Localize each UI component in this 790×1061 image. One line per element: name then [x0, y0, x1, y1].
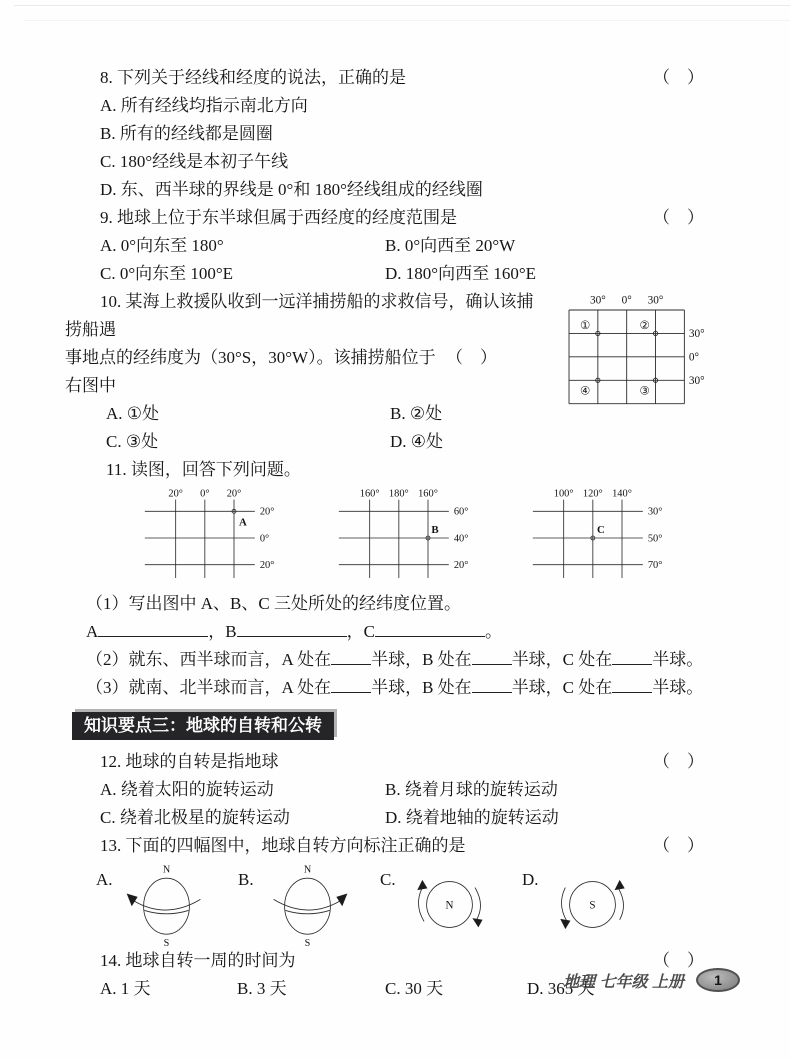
grid-right-label: 20°: [259, 506, 275, 518]
globe-letter-c: C.: [380, 870, 396, 889]
question-13: [0, 832, 790, 947]
grid-figure-point-c: [526, 488, 698, 588]
answer-blank: [98, 621, 208, 637]
grid-right-label: 20°: [259, 560, 275, 571]
question-12-option-c: C. 绕着北极星的旋转运动: [100, 808, 290, 827]
question-8-option-a: A. 所有经线均指示南北方向: [100, 96, 308, 115]
question-8-stem: 8. 下列关于经线和经度的说法，正确的是: [100, 68, 406, 87]
grid-right-label: 50°: [647, 533, 663, 545]
question-11-sub1: （1）写出图中 A、B、C 三处所处的经纬度位置。: [86, 594, 461, 613]
grid-right-label: 0°: [259, 533, 270, 545]
answer-blank: [472, 677, 512, 693]
fill-label-c: ，C: [346, 622, 375, 641]
question-11-fill-line: [86, 618, 790, 646]
grid-top-label: 0°: [621, 294, 632, 307]
sub2-segment: 半球，B 处在: [371, 650, 472, 669]
grid-top-label: 30°: [647, 294, 664, 307]
sub3-segment: 半球，C 处在: [511, 678, 613, 697]
point-label-b: B: [431, 524, 439, 536]
south-pole-center-label: S: [588, 899, 596, 912]
grid-right-label: 60°: [453, 506, 469, 518]
question-12-stem: 12. 地球的自转是指地球: [100, 752, 279, 771]
grid-top-label: 100°: [553, 488, 574, 500]
question-8: [0, 64, 790, 204]
up-arrowhead: [614, 880, 624, 890]
sub2-segment: 半球，C 处在: [511, 650, 613, 669]
answer-bracket: （ ）: [653, 752, 704, 771]
question-13-stem: 13. 下面的四幅图中，地球自转方向标注正确的是: [100, 836, 466, 855]
grid-top-label: 140°: [612, 488, 632, 500]
globe-westward-arrow-figure: [119, 862, 214, 947]
question-9-option-d: D. 180°向西至 160°E: [385, 264, 537, 283]
north-pole-center-label: N: [445, 899, 454, 912]
grid-right-label: 20°: [453, 560, 469, 571]
question-10-option-d: D. ④处: [390, 432, 444, 451]
grid-right-label: 30°: [688, 374, 705, 387]
east-arrowhead: [336, 893, 347, 906]
grid-figure-point-b: [332, 488, 504, 588]
polar-view-clockwise-figure: [402, 862, 497, 947]
grid-right-label: 0°: [688, 351, 699, 364]
question-10-option-c: C. ③处: [106, 432, 159, 451]
answer-bracket: （ ）: [446, 348, 497, 367]
question-14-option-a: A. 1 天: [100, 979, 151, 998]
point-mark-3: ③: [639, 384, 650, 398]
answer-blank: [612, 677, 652, 693]
grid-top-label: 20°: [168, 488, 183, 500]
grid-top-label: 0°: [200, 488, 210, 500]
question-8-option-c: C. 180°经线是本初子午线: [100, 152, 289, 171]
question-9-option-a: A. 0°向东至 180°: [100, 236, 224, 255]
page-number-badge: 1: [696, 968, 740, 992]
worksheet-content: [0, 64, 790, 1003]
grid-right-label: 70°: [647, 560, 663, 571]
question-9-stem: 9. 地球上位于东半球但属于西经度的经度范围是: [100, 208, 457, 227]
section-header-key-point-3: 知识要点三：地球的自转和公转: [72, 712, 334, 740]
question-12-option-b: B. 绕着月球的旋转运动: [385, 780, 558, 799]
question-9-option-b: B. 0°向西至 20°W: [385, 236, 516, 255]
answer-bracket: （ ）: [653, 836, 704, 855]
fill-period: 。: [484, 622, 502, 641]
question-14-option-b: B. 3 天: [237, 979, 287, 998]
question-9: [0, 204, 790, 288]
question-12: [0, 748, 790, 832]
scan-edge-line: [14, 5, 790, 6]
sub2-segment: （2）就东、西半球而言，A 处在: [86, 650, 332, 669]
down-arrowhead: [560, 919, 570, 929]
q10-longitude-latitude-grid-figure: [560, 290, 715, 412]
north-pole-label: N: [303, 864, 311, 876]
sub3-segment: 半球，B 处在: [371, 678, 472, 697]
north-pole-label: N: [162, 864, 170, 876]
question-14-stem: 14. 地球自转一周的时间为: [100, 951, 296, 970]
answer-blank: [331, 677, 371, 693]
grid-top-label: 20°: [226, 488, 242, 500]
south-pole-label: S: [304, 938, 310, 947]
question-11-stem: 11. 读图，回答下列问题。: [106, 460, 301, 479]
question-11-sub2: [86, 646, 790, 674]
grid-top-label: 180°: [388, 488, 409, 500]
grid-top-label: 30°: [589, 294, 606, 307]
answer-bracket: （ ）: [653, 951, 704, 970]
question-10-stem-line1: 10. 某海上救援队收到一远洋捕捞船的求救信号，确认该捕捞船遇: [65, 292, 534, 339]
point-label-a: A: [239, 516, 247, 529]
fill-label-b: ，B: [208, 622, 237, 641]
answer-bracket: （ ）: [653, 208, 704, 227]
globe-option-c: [380, 862, 522, 947]
question-10-stem-line2: 事地点的经纬度为（30°S，30°W）。该捕捞船位于右图中: [65, 348, 436, 395]
question-11-sub3: [86, 674, 790, 702]
answer-blank: [612, 649, 652, 665]
fill-label-a: A: [86, 622, 99, 641]
question-12-option-a: A. 绕着太阳的旋转运动: [100, 780, 274, 799]
polar-view-counterclockwise-figure: [545, 862, 640, 947]
grid-right-label: 30°: [647, 506, 663, 518]
question-14-option-c: C. 30 天: [385, 979, 444, 998]
question-11: [0, 456, 790, 702]
question-10-option-b: B. ②处: [390, 404, 443, 423]
point-mark-1: ①: [579, 318, 591, 332]
question-10: [0, 288, 790, 456]
globe-letter-a: A.: [96, 870, 113, 889]
grid-right-label: 40°: [453, 533, 469, 545]
question-10-option-a: A. ①处: [106, 404, 160, 423]
globe-eastward-arrow-figure: [260, 862, 355, 947]
question-13-figures: [96, 862, 790, 947]
question-8-option-b: B. 所有的经线都是圆圈: [100, 124, 273, 143]
footer-book-title: 地理 七年级 上册: [563, 973, 684, 991]
question-8-option-d: D. 东、西半球的界线是 0°和 180°经线组成的经线圈: [100, 180, 483, 199]
scan-edge-line-2: [24, 20, 790, 21]
point-mark-4: ④: [579, 384, 591, 398]
grid-right-label: 30°: [688, 328, 705, 341]
page-footer: [563, 968, 740, 992]
question-14-option-d: D. 365 天: [527, 979, 595, 998]
sub3-segment: （3）就南、北半球而言，A 处在: [86, 678, 332, 697]
sub3-segment: 半球。: [652, 678, 704, 697]
grid-figure-point-a: [138, 488, 310, 588]
answer-blank: [237, 621, 347, 637]
answer-blank: [331, 649, 371, 665]
south-pole-label: S: [163, 938, 169, 947]
answer-blank: [375, 621, 485, 637]
answer-bracket: （ ）: [653, 68, 704, 87]
question-9-option-c: C. 0°向东至 100°E: [100, 264, 234, 283]
sub2-segment: 半球。: [652, 650, 704, 669]
west-arrowhead: [126, 893, 137, 906]
question-11-figures: [138, 488, 790, 588]
point-mark-2: ②: [639, 318, 650, 332]
globe-option-a: [96, 862, 238, 947]
globe-option-d: [522, 862, 664, 947]
globe-option-b: [238, 862, 380, 947]
up-arrowhead: [417, 880, 427, 890]
globe-letter-b: B.: [238, 870, 254, 889]
answer-blank: [472, 649, 512, 665]
grid-top-label: 160°: [418, 488, 438, 500]
grid-top-label: 120°: [582, 488, 603, 500]
down-arrowhead: [472, 918, 482, 927]
globe-letter-d: D.: [522, 870, 539, 889]
point-label-c: C: [597, 524, 605, 536]
grid-top-label: 160°: [359, 488, 380, 500]
question-12-option-d: D. 绕着地轴的旋转运动: [385, 808, 559, 827]
